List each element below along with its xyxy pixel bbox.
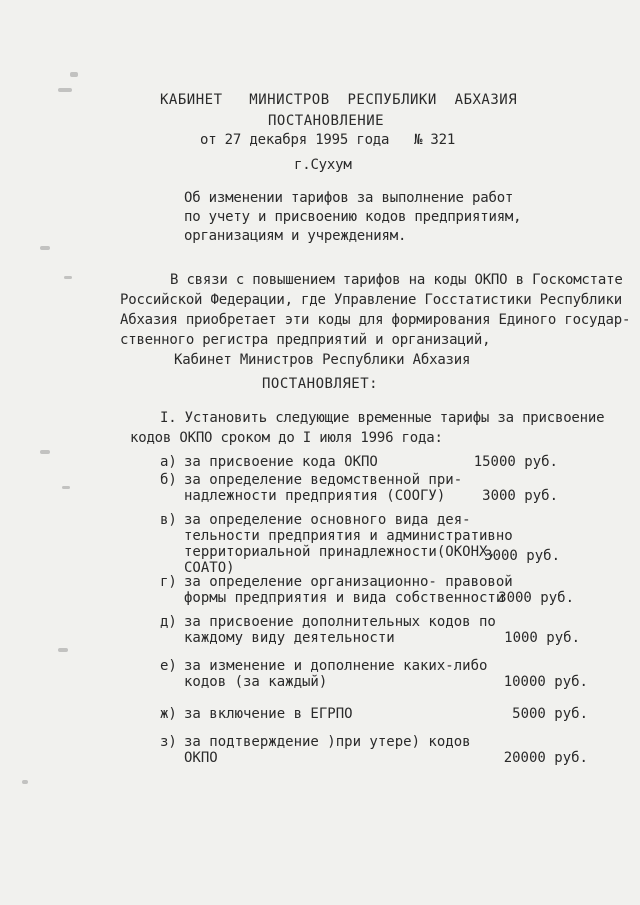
tariff-letter: з) bbox=[160, 734, 177, 750]
preamble-line: Российской Федерации, где Управление Госстатистики Республики bbox=[120, 292, 622, 308]
subject-line: организациям и учреждениям. bbox=[184, 228, 407, 244]
date-number: от 27 декабря 1995 года № 321 bbox=[200, 132, 456, 148]
tariff-text: за включение в ЕГРПО bbox=[184, 706, 353, 722]
scan-mark bbox=[40, 246, 50, 250]
tariff-price: 10000 руб. bbox=[503, 674, 588, 690]
tariff-price: 15000 руб. bbox=[473, 454, 558, 470]
preamble-line: ственного регистра предприятий и организаций, bbox=[120, 332, 491, 348]
scan-mark bbox=[22, 780, 28, 784]
scan-mark bbox=[62, 486, 70, 489]
tariff-letter: г) bbox=[160, 574, 177, 590]
resolves-heading: ПОСТАНОВЛЯЕТ: bbox=[262, 376, 379, 392]
preamble-line: Абхазия приобретает эти коды для формирования Единого государ- bbox=[120, 312, 631, 328]
tariff-text: за определение основного вида дея- тельности предприятия и административно территориальной принадлежности(ОКОНХ, СОАТО) bbox=[184, 512, 513, 576]
org-title: КАБИНЕТ МИНИСТРОВ РЕСПУБЛИКИ АБХАЗИЯ bbox=[160, 92, 518, 108]
tariff-price: 3000 руб. bbox=[498, 590, 574, 606]
tariff-price: 3000 руб. bbox=[482, 488, 558, 504]
tariff-text: за подтверждение )при утере) кодов ОКПО bbox=[184, 734, 471, 766]
item1-line: кодов ОКПО сроком до I июля 1996 года: bbox=[130, 430, 443, 446]
preamble-line: В связи с повышением тарифов на коды ОКПО в Госкомстате bbox=[170, 272, 623, 288]
tariff-letter: ж) bbox=[160, 706, 177, 722]
tariff-text: за определение организационно- правовой формы предприятия и вида собственности bbox=[184, 574, 513, 606]
tariff-letter: в) bbox=[160, 512, 177, 528]
tariff-text: за изменение и дополнение каких-либо кодов (за каждый) bbox=[184, 658, 488, 690]
city: г.Сухум bbox=[294, 157, 352, 173]
tariff-letter: д) bbox=[160, 614, 177, 630]
tariff-price: 20000 руб. bbox=[503, 750, 588, 766]
tariff-price: 3000 руб. bbox=[484, 548, 560, 564]
doc-type: ПОСТАНОВЛЕНИЕ bbox=[268, 113, 385, 129]
scan-mark bbox=[40, 450, 50, 454]
tariff-text: за присвоение дополнительных кодов по каждому виду деятельности bbox=[184, 614, 496, 646]
tariff-list bbox=[160, 454, 588, 774]
subject-line: Об изменении тарифов за выполнение работ bbox=[184, 190, 514, 206]
tariff-text: за определение ведомственной при- надлежности предприятия (СООГУ) bbox=[184, 472, 463, 504]
scan-mark bbox=[70, 72, 78, 77]
scan-mark bbox=[64, 276, 72, 279]
scan-mark bbox=[58, 648, 68, 652]
scan-mark bbox=[58, 88, 72, 92]
subject-line: по учету и присвоению кодов предприятиям, bbox=[184, 209, 522, 225]
tariff-letter: б) bbox=[160, 472, 177, 488]
tariff-text: за присвоение кода ОКПО bbox=[184, 454, 378, 470]
tariff-price: 5000 руб. bbox=[512, 706, 588, 722]
tariff-price: 1000 руб. bbox=[504, 630, 580, 646]
tariff-letter: а) bbox=[160, 454, 177, 470]
item1-line: I. Установить следующие временные тарифы за присвоение bbox=[160, 410, 605, 426]
tariff-letter: е) bbox=[160, 658, 177, 674]
preamble-line: Кабинет Министров Республики Абхазия bbox=[174, 352, 471, 368]
